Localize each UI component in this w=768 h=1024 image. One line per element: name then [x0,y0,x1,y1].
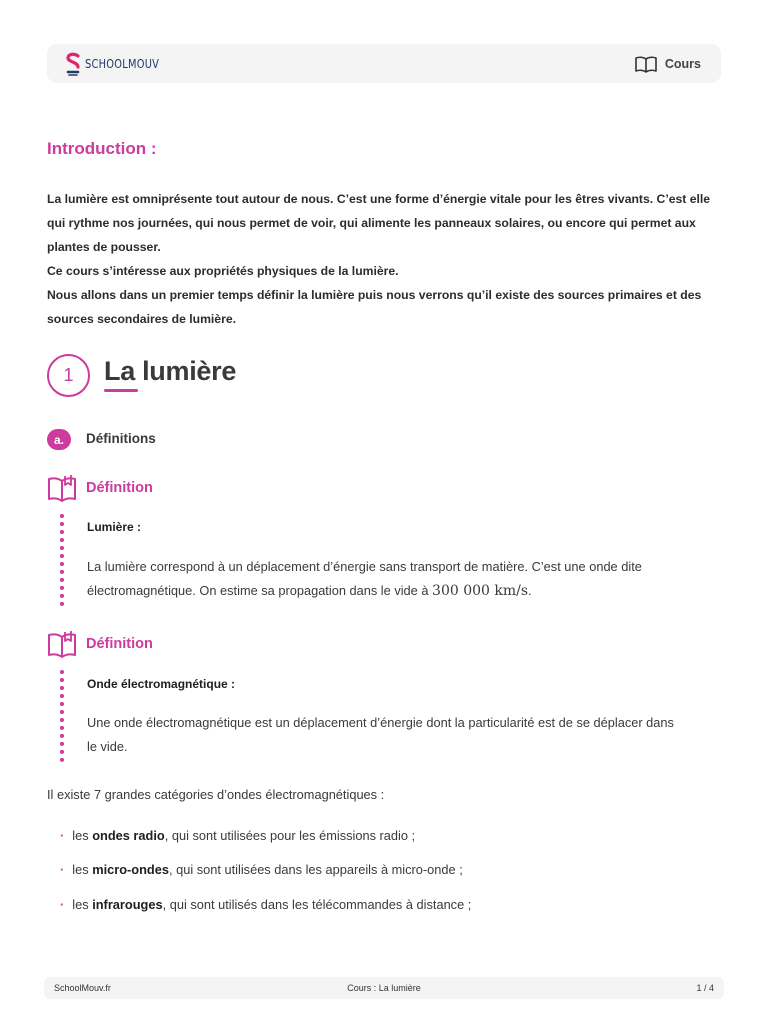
schoolmouv-logo-icon [65,52,81,76]
schoolmouv-logo[interactable] [65,52,175,76]
page-number: 1 / 4 [696,983,714,993]
cours-label: Cours [664,56,701,71]
page-header [47,44,721,83]
logo-text: SCHOOLMOUV [85,56,160,71]
section-number: 1 [47,354,90,397]
section-title: La lumière [104,356,237,386]
bullet: · [60,828,65,843]
intro-paragraph: Ce cours s’intéresse aux propriétés physiques de la lumière. [47,264,399,278]
speed-value: 300 000 km/s [432,583,529,599]
list-intro: Il existe 7 grandes catégories d’ondes électromagnétiques : [47,787,385,802]
intro-text [47,187,727,331]
list-item: · les ondes radio, qui sont utilisées pour les émissions radio ; [60,828,416,843]
footer-course: Cours : La lumière [347,983,421,993]
definition-body: Une onde électromagnétique est un déplacement d’énergie dont la particularité est de se déplacer dans le vide. [87,715,674,754]
definition-term: Onde électromagnétique : [87,677,236,691]
definition-dotted-bar [60,514,64,606]
page-footer [44,977,724,999]
intro-paragraph: Nous allons dans un premier temps définir la lumière puis nous verrons qu’il existe des sources primaires et des sources secondaires de lumière. [47,288,702,326]
subsection-badge: a. [47,429,71,450]
intro-title: Introduction : [47,139,157,158]
cours-link[interactable] [634,55,701,73]
list-item: · les infrarouges, qui sont utilisés dans les télécommandes à distance ; [60,897,472,912]
open-book-icon [47,629,77,659]
book-icon [634,55,658,73]
definition-label: Définition [86,636,153,652]
intro-paragraph: La lumière est omniprésente tout autour de nous. C’est une forme d’énergie vitale pour les êtres vivants. C’est elle qui rythme nos journées, qui nous permet de voir, qui alimente les panneaux solaires, ou encore qui permet aux plantes de pousser. [47,192,711,254]
footer-site[interactable]: SchoolMouv.fr [54,983,111,993]
definition-term: Lumière : [87,520,142,534]
bullet: · [60,897,65,912]
bullet: · [60,862,65,877]
section-title-underline [104,389,138,392]
definition-dotted-bar [60,670,64,762]
definition-label: Définition [86,480,153,496]
open-book-icon [47,473,77,503]
list-item: · les micro-ondes, qui sont utilisées dans les appareils à micro-onde ; [60,862,463,877]
subsection-title: Définitions [86,431,156,446]
definition-body: La lumière correspond à un déplacement d’énergie sans transport de matière. C’est une onde dite électromagnétique. On estime sa propagation dans le vide à 300 000 km/s. [87,559,642,599]
